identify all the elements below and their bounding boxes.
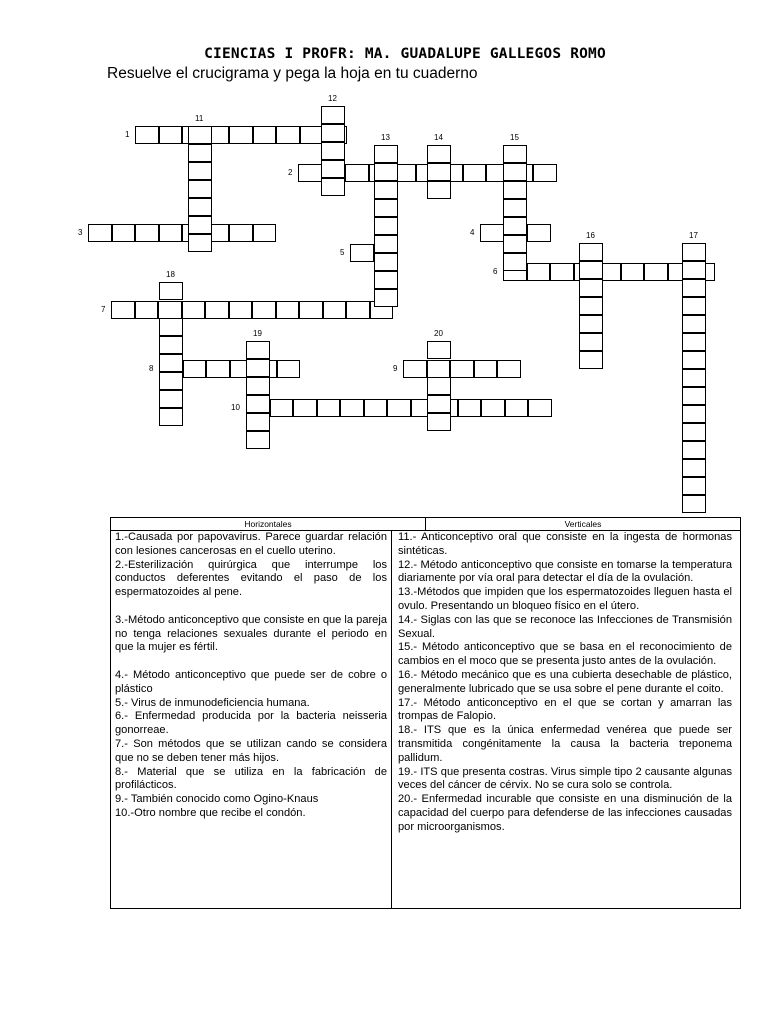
- horizontal-header: Horizontales: [111, 518, 426, 531]
- crossword-cell[interactable]: [298, 164, 322, 182]
- crossword-cell[interactable]: [277, 360, 301, 378]
- crossword-cell[interactable]: [374, 217, 398, 235]
- crossword-cell[interactable]: [206, 360, 230, 378]
- crossword-cell[interactable]: [88, 224, 112, 242]
- crossword-cell[interactable]: [183, 360, 207, 378]
- crossword-cell[interactable]: [159, 354, 183, 372]
- crossword-cell[interactable]: [458, 399, 482, 417]
- crossword-cell[interactable]: [497, 360, 521, 378]
- crossword-cell[interactable]: [682, 297, 706, 315]
- crossword-cell[interactable]: [427, 145, 451, 163]
- crossword-cell[interactable]: [374, 199, 398, 217]
- crossword-cell[interactable]: [503, 253, 527, 271]
- crossword-cell[interactable]: [427, 360, 451, 378]
- crossword-cell[interactable]: [503, 217, 527, 235]
- crossword-cell[interactable]: [159, 408, 183, 426]
- crossword-cell[interactable]: [374, 181, 398, 199]
- clue-number-12: 12: [328, 94, 337, 103]
- crossword-cell[interactable]: [299, 301, 323, 319]
- crossword-cell[interactable]: [374, 145, 398, 163]
- clue-number-4: 4: [470, 228, 475, 237]
- horizontal-clues: [111, 531, 392, 908]
- crossword-cell[interactable]: [579, 315, 603, 333]
- clue-number-10: 10: [231, 403, 240, 412]
- crossword-cell[interactable]: [340, 399, 364, 417]
- clue-h4: 4.- Método anticonceptivo que puede ser de cobre o plástico: [115, 668, 387, 695]
- clue-v13: 13.-Métodos que impiden que los espermatozoides lleguen hasta el ovulo. Presentando un bloqueo físico en el útero.: [398, 586, 732, 612]
- clue-number-14: 14: [434, 133, 443, 142]
- clue-h7: 7.- Son métodos que se utilizan cando se considera que no se deben tener más hijos.: [115, 737, 387, 764]
- clue-number-16: 16: [586, 231, 595, 240]
- clue-number-8: 8: [149, 364, 154, 373]
- crossword-cell[interactable]: [533, 164, 557, 182]
- crossword-cell[interactable]: [682, 351, 706, 369]
- crossword-cell[interactable]: [427, 413, 451, 431]
- crossword-cell[interactable]: [503, 181, 527, 199]
- crossword-cell[interactable]: [621, 263, 645, 281]
- clue-h3: 3.-Método anticonceptivo que consiste en que la pareja no tenga relaciones sexuales durante el periodo en que la mujer es fértil.: [115, 613, 387, 654]
- clue-h1: 1.-Causada por papovavirus. Parece guardar relación con lesiones cancerosas en el cuello uterino.: [115, 531, 387, 557]
- clue-h5: 5.- Virus de inmunodeficiencia humana.: [115, 696, 310, 709]
- crossword-cell[interactable]: [374, 289, 398, 307]
- crossword-cell[interactable]: [374, 271, 398, 289]
- clue-h10: 10.-Otro nombre que recibe el condón.: [115, 806, 306, 819]
- crossword-cell[interactable]: [300, 126, 324, 144]
- clues-table: [110, 517, 741, 909]
- crossword-cell[interactable]: [503, 163, 527, 181]
- crossword-cell[interactable]: [374, 253, 398, 271]
- crossword-cell[interactable]: [682, 459, 706, 477]
- crossword-cell[interactable]: [159, 390, 183, 408]
- crossword-cell[interactable]: [374, 163, 398, 181]
- clue-number-18: 18: [166, 270, 175, 279]
- crossword-cell[interactable]: [345, 164, 369, 182]
- crossword-cell[interactable]: [579, 261, 603, 279]
- page-title: CIENCIAS I PROFR: MA. GUADALUPE GALLEGOS ROMO: [204, 46, 606, 62]
- crossword-cell[interactable]: [528, 399, 552, 417]
- vertical-header: Verticales: [426, 518, 740, 531]
- crossword-cell[interactable]: [481, 399, 505, 417]
- clue-v16: 16.- Método mecánico que es una cubierta desechable de plástico, generalmente lubricado que se usa sobre el pene durante el coito.: [398, 668, 732, 695]
- crossword-cell[interactable]: [474, 360, 498, 378]
- crossword-cell[interactable]: [682, 441, 706, 459]
- crossword-cell[interactable]: [111, 301, 135, 319]
- clue-number-1: 1: [125, 130, 130, 139]
- crossword-cell[interactable]: [276, 301, 300, 319]
- crossword-cell[interactable]: [527, 263, 551, 281]
- crossword-cell[interactable]: [253, 224, 277, 242]
- crossword-cell[interactable]: [503, 199, 527, 217]
- crossword-cell[interactable]: [246, 359, 270, 377]
- clue-number-20: 20: [434, 329, 443, 338]
- clue-v19: 19.- ITS que presenta costras. Virus simple tipo 2 causante algunas veces del cáncer de cérvix. No se cura solo se controla.: [398, 765, 732, 792]
- crossword-cell[interactable]: [427, 395, 451, 413]
- crossword-cell[interactable]: [682, 261, 706, 279]
- crossword-cell[interactable]: [579, 333, 603, 351]
- crossword-cell[interactable]: [253, 126, 277, 144]
- crossword-cell[interactable]: [387, 399, 411, 417]
- clue-number-13: 13: [381, 133, 390, 142]
- clue-number-11: 11: [195, 114, 204, 123]
- crossword-cell[interactable]: [321, 106, 345, 124]
- crossword-cell[interactable]: [205, 301, 229, 319]
- clue-number-19: 19: [253, 329, 262, 338]
- crossword-cell[interactable]: [246, 431, 270, 449]
- clue-number-3: 3: [78, 228, 83, 237]
- crossword-cell[interactable]: [159, 372, 183, 390]
- crossword-cell[interactable]: [403, 360, 427, 378]
- crossword-cell[interactable]: [364, 399, 388, 417]
- crossword-cell[interactable]: [246, 377, 270, 395]
- crossword-cell[interactable]: [317, 399, 341, 417]
- crossword-cell[interactable]: [159, 318, 183, 336]
- clue-h9: 9.- También conocido como Ogino-Knaus: [115, 793, 319, 806]
- clue-v14: 14.- Siglas con las que se reconoce las Infecciones de Transmisión Sexual.: [398, 613, 732, 640]
- clue-h6: 6.- Enfermedad producida por la bacteria neisseria gonorreae.: [115, 710, 387, 737]
- crossword-cell[interactable]: [682, 423, 706, 441]
- clue-h8: 8.- Material que se utiliza en la fabricación de profilácticos.: [115, 765, 387, 792]
- crossword-cell[interactable]: [229, 301, 253, 319]
- crossword-cell[interactable]: [346, 301, 370, 319]
- clue-number-7: 7: [101, 305, 106, 314]
- crossword-cell[interactable]: [427, 377, 451, 395]
- clue-number-17: 17: [689, 231, 698, 240]
- crossword-cell[interactable]: [246, 395, 270, 413]
- crossword-cell[interactable]: [682, 477, 706, 495]
- clue-number-15: 15: [510, 133, 519, 142]
- clue-v17: 17.- Método anticonceptivo en el que se cortan y amarran las trompas de Falopio.: [398, 696, 732, 723]
- crossword-cell[interactable]: [374, 235, 398, 253]
- crossword-cell[interactable]: [321, 178, 345, 196]
- crossword-cell[interactable]: [188, 162, 212, 180]
- clue-v18: 18.- ITS que es la única enfermedad venérea que puede ser transmitida congénitamente la causa la bacteria treponema pallidum.: [398, 724, 732, 764]
- crossword-cell[interactable]: [246, 413, 270, 431]
- crossword-cell[interactable]: [682, 495, 706, 513]
- crossword-cell[interactable]: [293, 399, 317, 417]
- crossword-cell[interactable]: [427, 341, 451, 359]
- crossword-cell[interactable]: [450, 360, 474, 378]
- crossword-cell[interactable]: [135, 301, 159, 319]
- crossword-cell[interactable]: [644, 263, 668, 281]
- crossword-cell[interactable]: [159, 224, 183, 242]
- crossword-cell[interactable]: [159, 126, 183, 144]
- crossword-cell[interactable]: [427, 181, 451, 199]
- crossword-cell[interactable]: [682, 315, 706, 333]
- crossword-cell[interactable]: [188, 216, 212, 234]
- crossword-cell[interactable]: [159, 282, 183, 300]
- crossword-cell[interactable]: [505, 399, 529, 417]
- crossword-cell[interactable]: [427, 163, 451, 181]
- crossword-cell[interactable]: [229, 224, 253, 242]
- crossword-cell[interactable]: [682, 243, 706, 261]
- clue-v15: 15.- Método anticonceptivo que se basa en el reconocimiento de cambios en el moco que se presenta justo antes de la ovulación.: [398, 641, 732, 668]
- crossword-cell[interactable]: [503, 235, 527, 253]
- crossword-cell[interactable]: [159, 336, 183, 354]
- crossword-cell[interactable]: [188, 126, 212, 144]
- crossword-cell[interactable]: [323, 301, 347, 319]
- crossword-cell[interactable]: [480, 224, 504, 242]
- crossword-cell[interactable]: [188, 144, 212, 162]
- crossword-cell[interactable]: [276, 126, 300, 144]
- clue-number-2: 2: [288, 168, 293, 177]
- clue-v20: 20.- Enfermedad incurable que consiste en una disminución de la capacidad del cuerpo para defenderse de las infecciones causadas por microorganismos.: [398, 793, 732, 833]
- clue-h2: 2.-Esterilización quirúrgica que interrumpe los conductos deferentes evitando el paso de los espermatozoides al pene.: [115, 558, 387, 599]
- crossword-cell[interactable]: [350, 244, 374, 262]
- clue-v12: 12.- Método anticonceptivo que consiste en tomarse la temperatura diariamente por vía oral para detectar el día de la ovulación.: [398, 558, 732, 585]
- crossword-cell[interactable]: [158, 301, 182, 319]
- clue-number-9: 9: [393, 364, 398, 373]
- vertical-clues: [392, 531, 740, 908]
- crossword-cell[interactable]: [112, 224, 136, 242]
- crossword-cell[interactable]: [682, 387, 706, 405]
- crossword-cell[interactable]: [682, 333, 706, 351]
- crossword-cell[interactable]: [252, 301, 276, 319]
- crossword-cell[interactable]: [321, 124, 345, 142]
- crossword-cell[interactable]: [246, 341, 270, 359]
- crossword-cell[interactable]: [321, 160, 345, 178]
- crossword-cell[interactable]: [579, 297, 603, 315]
- clue-v11: 11.- Anticonceptivo oral que consiste en la ingesta de hormonas sintéticas.: [398, 531, 732, 557]
- crossword-cell[interactable]: [550, 263, 574, 281]
- instructions: Resuelve el crucigrama y pega la hoja en tu cuaderno: [107, 65, 478, 82]
- crossword-cell[interactable]: [682, 279, 706, 297]
- crossword-cell[interactable]: [188, 198, 212, 216]
- crossword-cell[interactable]: [135, 126, 159, 144]
- crossword-cell[interactable]: [135, 224, 159, 242]
- crossword-cell[interactable]: [188, 234, 212, 252]
- crossword-cell[interactable]: [527, 224, 551, 242]
- crossword-cell[interactable]: [270, 399, 294, 417]
- crossword-cell[interactable]: [182, 301, 206, 319]
- crossword-cell[interactable]: [682, 369, 706, 387]
- crossword-cell[interactable]: [682, 405, 706, 423]
- crossword-cell[interactable]: [463, 164, 487, 182]
- crossword-cell[interactable]: [321, 142, 345, 160]
- crossword-cell[interactable]: [579, 351, 603, 369]
- crossword-cell[interactable]: [503, 145, 527, 163]
- crossword-cell[interactable]: [579, 243, 603, 261]
- clue-number-6: 6: [493, 267, 498, 276]
- crossword-cell[interactable]: [188, 180, 212, 198]
- crossword-cell[interactable]: [579, 279, 603, 297]
- clue-number-5: 5: [340, 248, 345, 257]
- crossword-cell[interactable]: [229, 126, 253, 144]
